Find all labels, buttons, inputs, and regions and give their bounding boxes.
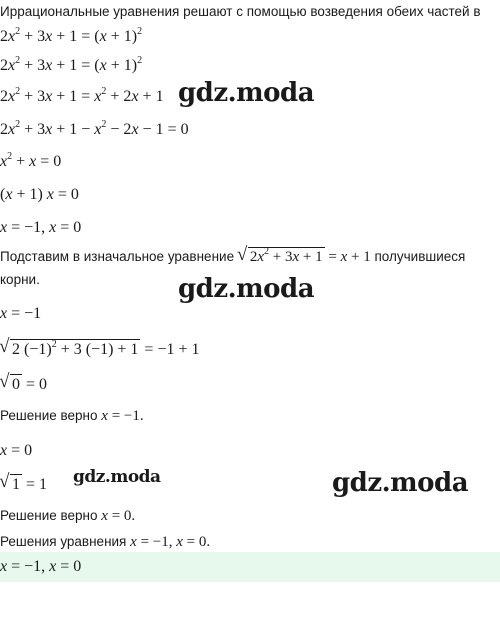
solutions-text: Решения уравнения x = −1, x = 0.	[0, 534, 211, 550]
substitute-text-cont: корни.	[0, 272, 40, 287]
check-true-label: Решение верно	[0, 408, 98, 423]
intro-text: Иррациональные уравнения решают с помощью возведения обеих частей в	[0, 4, 481, 19]
check-true-2: Решение верно x = 0.	[0, 508, 136, 524]
solutions-label: Решения уравнения	[0, 534, 127, 549]
equation-line-3: $2x^2 + 3x + 1 = x^2 + 2x + 1$	[0, 86, 164, 105]
equation-x-0: x = 0	[0, 442, 33, 459]
equation-line-5: $x^2 + x = 0$	[0, 151, 62, 170]
equation-line-1: $2x^2 + 3x + 1 = (x + 1)^2$	[0, 26, 143, 45]
watermark: gdz.moda	[178, 78, 315, 108]
equation-line-2: $2x^2 + 3x + 1 = (x + 1)^2$	[0, 55, 143, 74]
equation-line-6: (x + 1) x = 0	[0, 186, 79, 203]
equation-check-1: √ 2 $(-1)^2 + 3$ (−1) + 1 = −1 + 1	[0, 339, 200, 359]
answer-equation: x = −1, x = 0	[0, 558, 82, 575]
watermark: gdz.moda	[332, 468, 469, 498]
check-true-label: Решение верно	[0, 508, 98, 523]
equation-x-minus1: x = −1	[0, 305, 42, 322]
substitute-after: получившиеся	[374, 249, 466, 264]
check-true-1: Решение верно x = −1.	[0, 408, 144, 424]
answer-box	[0, 552, 500, 582]
substitute-before: Подставим в изначальное уравнение	[0, 249, 235, 264]
watermark: gdz.moda	[73, 467, 161, 487]
equation-sqrt0: √ 0 = 0	[0, 374, 47, 394]
substitute-text: Подставим в изначальное уравнение √ $2x^2 + 3x + 1 = x + 1$ получившиеся	[0, 247, 465, 266]
equation-line-7: x = −1, x = 0	[0, 219, 82, 236]
equation-line-4: $2x^2 + 3x + 1 - x^2 - 2x - 1 = 0$	[0, 119, 189, 138]
equation-sqrt1: √ 1 = 1	[0, 474, 47, 494]
watermark: gdz.moda	[178, 274, 315, 304]
